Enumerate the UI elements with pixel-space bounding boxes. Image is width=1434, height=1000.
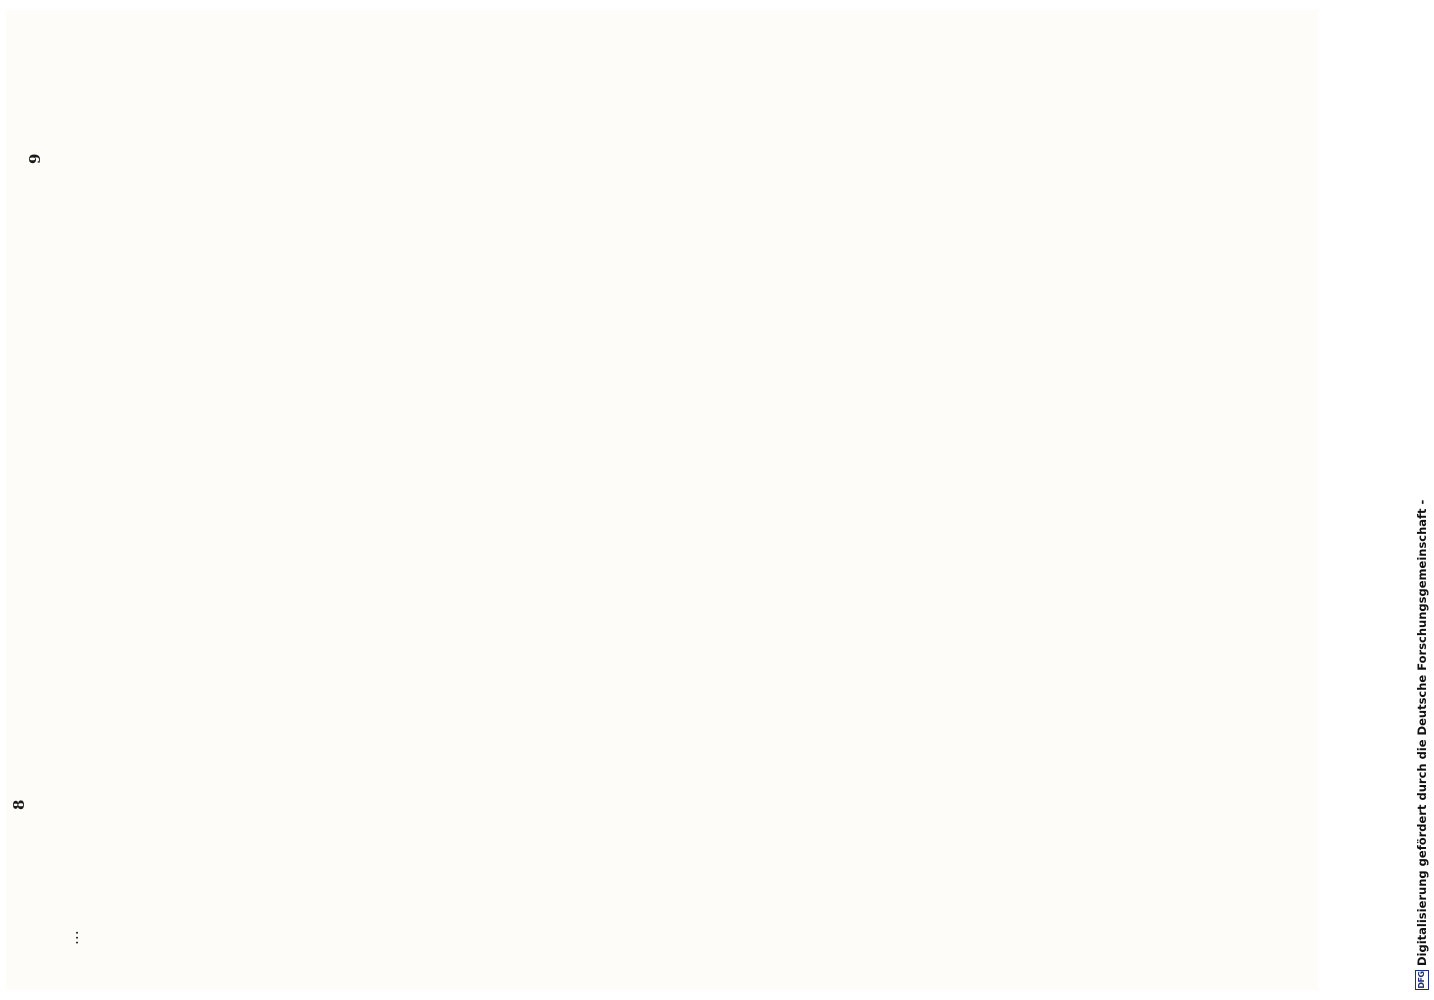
dfg-logo: DFG [1415, 970, 1429, 990]
page-number-right: 9 [26, 153, 44, 164]
digitization-footer [1412, 10, 1432, 990]
page-number-left: 8 [10, 799, 28, 810]
text-column-1 [64, 669, 85, 967]
footer-credit: Digitalisierung gefördert durch die Deutsche Forschungsgemeinschaft - [1415, 499, 1429, 966]
paragraph: … [65, 930, 82, 945]
scanned-sheet [6, 10, 1318, 990]
